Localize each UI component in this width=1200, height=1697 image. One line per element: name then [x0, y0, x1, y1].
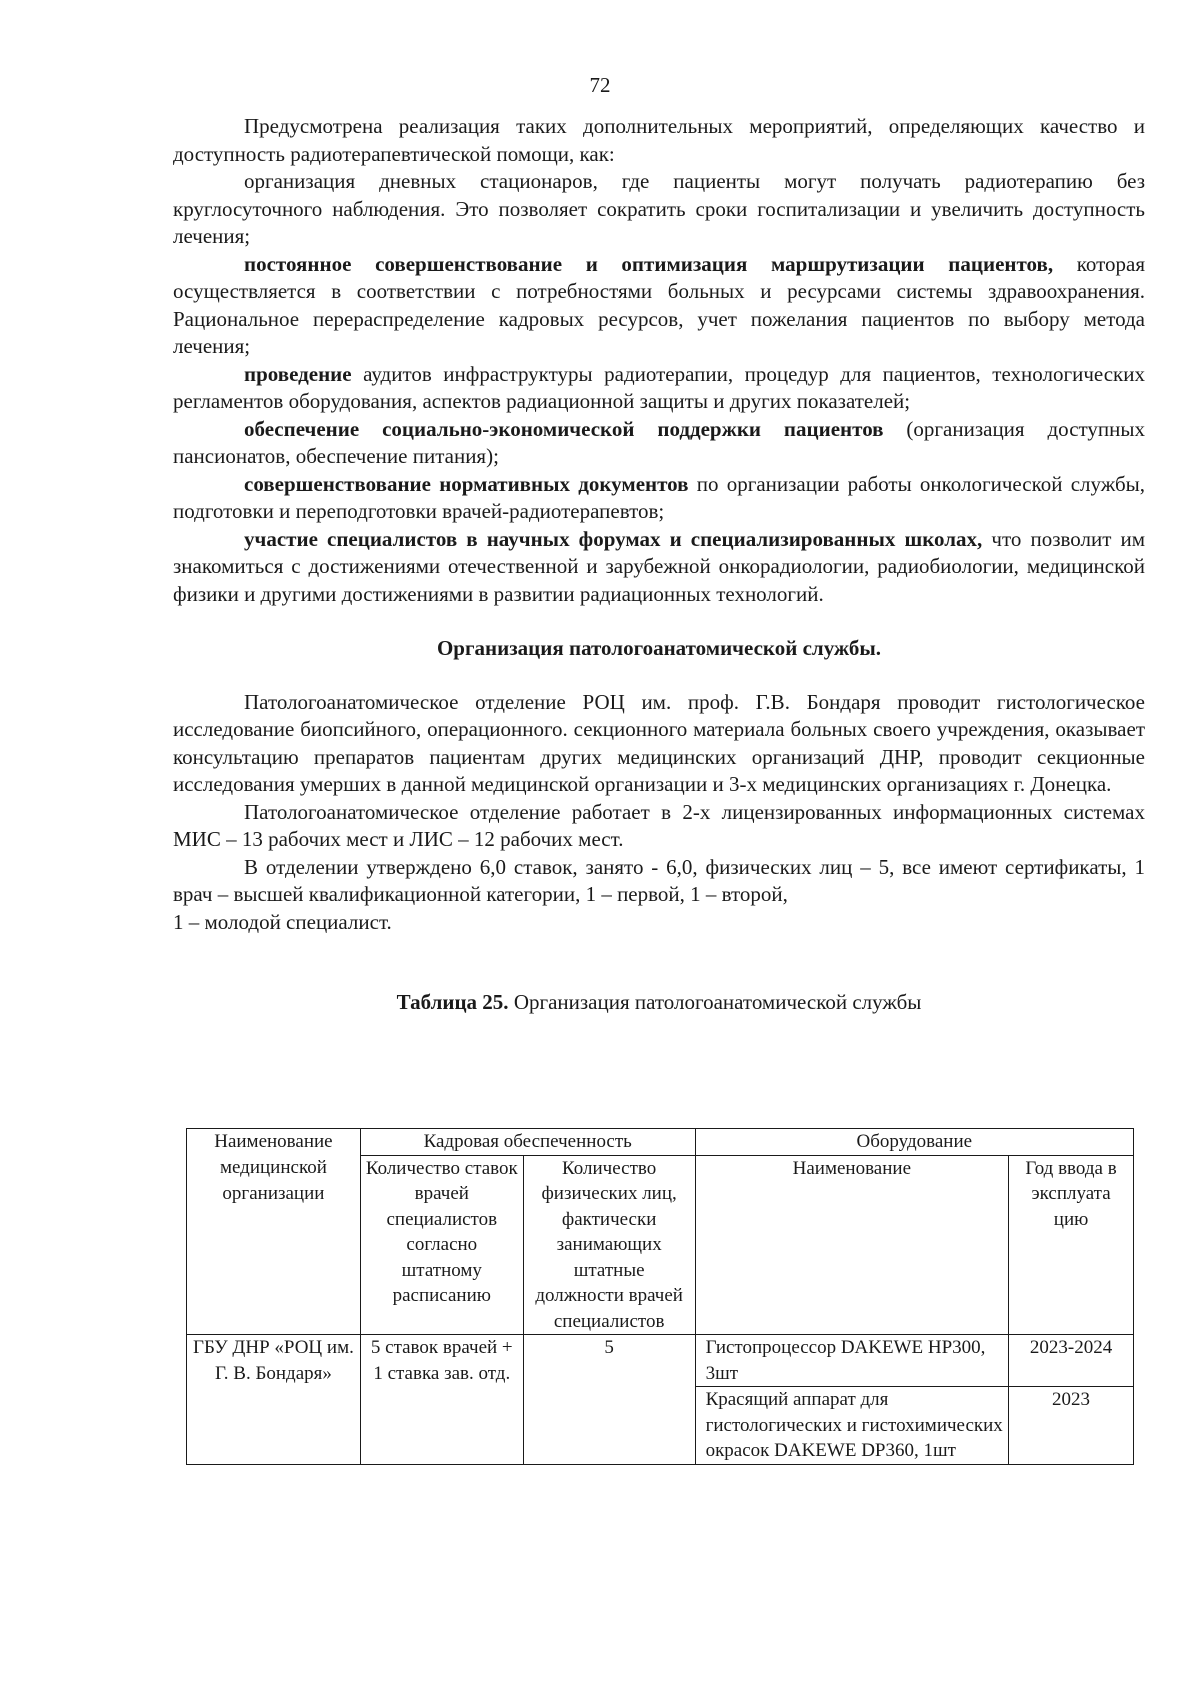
header-org-subtitle: медицинской организации	[187, 1155, 361, 1335]
table-row	[187, 1335, 1134, 1387]
header-equipment-name: Наименование	[695, 1155, 1009, 1335]
table-caption-number: Таблица 25.	[396, 990, 509, 1014]
header-positions: Количество ставок врачей специалистов согласно штатному расписанию	[360, 1155, 523, 1335]
measure-text: которая осуществляется в соответствии с потребностями больных и ресурсами системы здравоохранения. Рациональное перераспределение кадровых ресурсов, учет пожелания пациентов по выбору метода лечения;	[173, 251, 1145, 358]
section-heading: Организация патологоанатомической службы.	[436, 636, 882, 660]
measure-paragraph	[173, 361, 1145, 416]
measure-lead: проведение	[244, 361, 352, 386]
measure-lead: обеспечение социально-экономической поддержки пациентов	[244, 416, 884, 441]
measure-text: аудитов инфраструктуры радиотерапии, процедур для пациентов, технологических регламентов оборудования, аспектов радиационной защиты и других показателей;	[173, 361, 1145, 413]
page-number: 72	[589, 73, 611, 97]
cell-equipment-name: Гистопроцессор DAKEWE HP300, 3шт	[695, 1335, 1009, 1387]
header-persons: Количество физических лиц, фактически занимающих штатные должности врачей специалистов	[523, 1155, 695, 1335]
table-header-row	[187, 1129, 1134, 1156]
cell-equipment-name: Красящий аппарат для гистологических и гистохимических окрасок DAKEWE DP360, 1шт	[695, 1387, 1009, 1465]
measure-paragraph	[173, 526, 1145, 609]
section-paragraph: В отделении утверждено 6,0 ставок, занято - 6,0, физических лиц – 5, все имеют сертификаты, 1 врач – высшей квалификационной категории, 1 – первой, 1 – второй,	[173, 854, 1145, 906]
table-caption	[173, 989, 1145, 1017]
measure-paragraph	[173, 416, 1145, 471]
measure-paragraph	[173, 168, 1145, 251]
table-subheader-row	[187, 1155, 1134, 1335]
measure-text: организация дневных стационаров, где пациенты могут получать радиотерапию без круглосуточного наблюдения. Это позволяет сократить сроки госпитализации и увеличить доступность лечения;	[173, 169, 1145, 248]
cell-org: ГБУ ДНР «РОЦ им. Г. В. Бондаря»	[187, 1335, 361, 1465]
section-paragraph-end: 1 – молодой специалист.	[173, 909, 392, 934]
measure-lead: совершенствование нормативных документов	[244, 471, 689, 496]
pathology-table	[186, 1128, 1134, 1465]
section-paragraph: Патологоанатомическое отделение работает в 2-х лицензированных информационных системах МИС – 13 рабочих мест и ЛИС – 12 рабочих мест.	[173, 799, 1145, 851]
cell-equipment-year: 2023	[1009, 1387, 1134, 1465]
table-caption-title: Организация патологоанатомической службы	[508, 990, 922, 1014]
measure-text: (организация доступных пансионатов, обеспечение питания);	[173, 416, 1145, 468]
header-org-title: Наименование	[187, 1129, 361, 1156]
measure-lead: постоянное совершенствование и оптимизация маршрутизации пациентов,	[244, 251, 1054, 276]
measure-lead: участие специалистов в научных форумах и специализированных школах,	[244, 526, 983, 551]
header-equipment: Оборудование	[695, 1129, 1133, 1156]
cell-positions: 5 ставок врачей + 1 ставка зав. отд.	[360, 1335, 523, 1465]
header-staffing: Кадровая обеспеченность	[360, 1129, 695, 1156]
section-paragraph: Патологоанатомическое отделение РОЦ им. проф. Г.В. Бондаря проводит гистологическое исследование биопсийного, операционного. секционного материала больных своего учреждения, оказывает консультацию препаратов пациентам других медицинских организаций ДНР, проводит секционные исследования умерших в данной медицинской организации и 3-х медицинских организациях г. Донецка.	[173, 689, 1145, 796]
measure-paragraph	[173, 251, 1145, 361]
cell-equipment-year: 2023-2024	[1009, 1335, 1134, 1387]
measure-text: что позволит им знакомиться с достижениями отечественной и зарубежной онкорадиологии, радиобиологии, медицинской физики и другими достижениями в развитии радиационных технологий.	[173, 526, 1146, 606]
measure-paragraph	[173, 471, 1145, 526]
page-body	[173, 113, 1145, 1017]
cell-persons: 5	[523, 1335, 695, 1465]
measure-text: по организации работы онкологической службы, подготовки и переподготовки врачей-радиотерапевтов;	[173, 471, 1145, 523]
intro-paragraph: Предусмотрена реализация таких дополнительных мероприятий, определяющих качество и доступность радиотерапевтической помощи, как:	[173, 114, 1145, 166]
header-equipment-year: Год ввода в эксплуата цию	[1009, 1155, 1134, 1335]
